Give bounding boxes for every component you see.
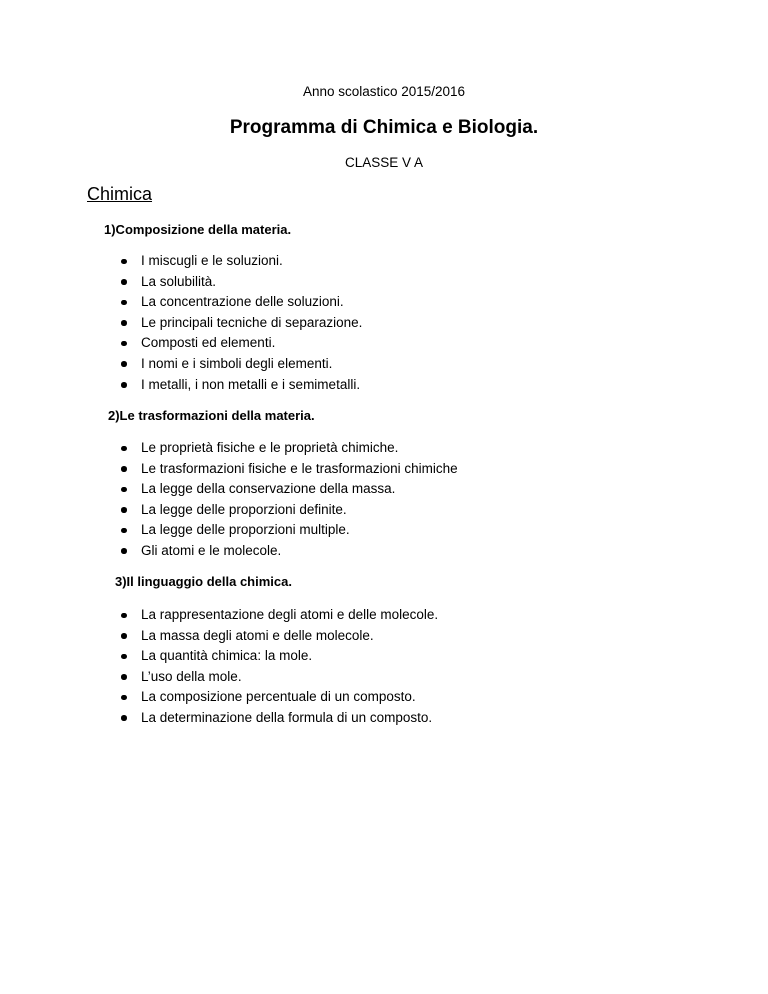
topic-list — [118, 438, 458, 562]
bullet-icon — [121, 674, 127, 680]
list-item-text: La quantità chimica: la mole. — [141, 648, 313, 664]
bullet-icon — [121, 279, 127, 285]
list-item-text: La determinazione della formula di un composto. — [141, 709, 433, 725]
list-item-text: La legge della conservazione della massa. — [141, 481, 396, 497]
list-item — [118, 272, 362, 293]
list-item — [118, 292, 362, 313]
bullet-icon — [121, 320, 127, 326]
bullet-icon — [121, 300, 127, 306]
list-item — [118, 605, 438, 626]
list-item-text: La rappresentazione degli atomi e delle molecole. — [141, 607, 439, 622]
bullet-icon — [121, 633, 127, 639]
list-item — [118, 313, 362, 334]
list-item — [118, 438, 458, 459]
bullet-icon — [121, 466, 127, 472]
list-item-text: La legge delle proporzioni multiple. — [141, 522, 350, 538]
list-item — [118, 375, 362, 396]
subject-heading: Chimica — [87, 184, 153, 204]
list-item-text: La massa degli atomi e delle molecole. — [141, 627, 374, 643]
list-item-text: La concentrazione delle soluzioni. — [141, 294, 344, 310]
topic-list — [118, 251, 362, 395]
list-item-text: I miscugli e le soluzioni. — [141, 253, 283, 268]
list-item-text: L’uso della mole. — [141, 668, 242, 684]
section-heading: 2)Le trasformazioni della materia. — [108, 408, 315, 423]
list-item — [118, 333, 362, 354]
list-item-text: La composizione percentuale di un composto. — [141, 689, 416, 705]
bullet-icon — [121, 715, 127, 721]
school-year: Anno scolastico 2015/2016 — [302, 84, 466, 99]
list-item — [118, 500, 458, 521]
list-item-text: Gli atomi e le molecole. — [141, 542, 282, 558]
list-item — [118, 251, 362, 272]
bullet-icon — [121, 382, 127, 388]
list-item — [118, 459, 458, 480]
list-item — [118, 520, 458, 541]
list-item-text: I metalli, i non metalli e i semimetalli. — [141, 376, 361, 392]
list-item-text: La legge delle proporzioni definite. — [141, 501, 347, 517]
list-item — [118, 646, 438, 667]
bullet-icon — [121, 613, 127, 619]
bullet-icon — [121, 548, 127, 554]
bullet-icon — [121, 259, 127, 265]
list-item-text: Le trasformazioni fisiche e le trasformazioni chimiche — [141, 460, 458, 476]
class-label: CLASSE V A — [344, 155, 424, 170]
list-item — [118, 667, 438, 688]
list-item — [118, 687, 438, 708]
list-item — [118, 626, 438, 647]
bullet-icon — [121, 361, 127, 367]
bullet-icon — [121, 528, 127, 534]
list-item-text: Composti ed elementi. — [141, 335, 276, 351]
bullet-icon — [121, 507, 127, 513]
bullet-icon — [121, 341, 127, 347]
list-item — [118, 708, 438, 729]
topic-list — [118, 605, 438, 729]
section-heading: 1)Composizione della materia. — [104, 222, 292, 237]
list-item-text: La solubilità. — [141, 273, 217, 289]
document-title: Programma di Chimica e Biologia. — [229, 117, 539, 138]
section-heading: 3)Il linguaggio della chimica. — [115, 574, 292, 589]
list-item — [118, 479, 458, 500]
list-item — [118, 354, 362, 375]
bullet-icon — [121, 487, 127, 493]
bullet-icon — [121, 654, 127, 660]
list-item — [118, 541, 458, 562]
bullet-icon — [121, 446, 127, 452]
list-item-text: Le principali tecniche di separazione. — [141, 314, 363, 330]
list-item-text: I nomi e i simboli degli elementi. — [141, 355, 333, 371]
bullet-icon — [121, 695, 127, 701]
list-item-text: Le proprietà fisiche e le proprietà chimiche. — [141, 440, 399, 455]
